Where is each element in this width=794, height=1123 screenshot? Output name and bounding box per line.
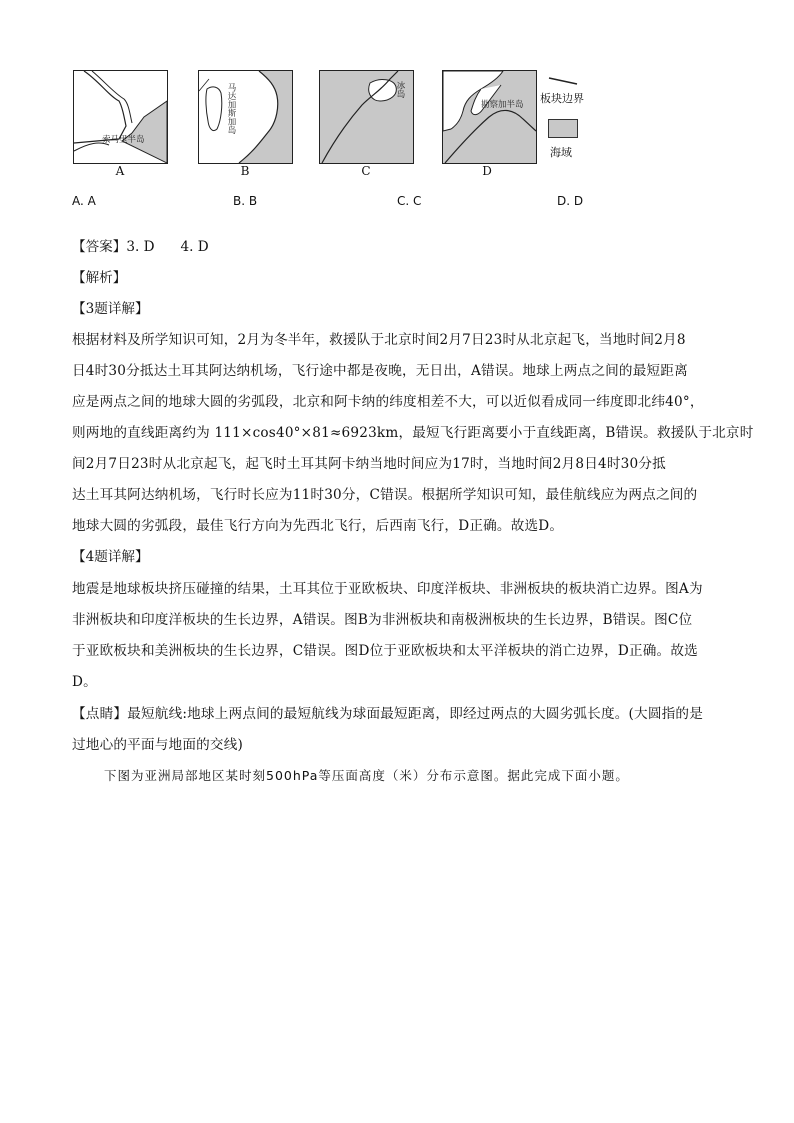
- map-c-letter: C: [361, 164, 371, 178]
- map-d-letter: D: [482, 164, 492, 178]
- comment-text-1: 最短航线:地球上两点间的最短航线为球面最短距离，即经过两点的大圆劣弧长度。(大圆指的是: [127, 706, 704, 722]
- q4-line-3: 于亚欧板块和美洲板块的生长边界，C错误。图D位于亚欧板块和太平洋板块的消亡边界，D正确。故选: [72, 643, 698, 659]
- comment-tag: 【点睛】: [72, 706, 128, 722]
- q3-line-3: 应是两点之间的地球大圆的劣弧段，北京和阿卡纳的纬度相差不大，可以近似看成同一纬度即北纬40°，: [72, 394, 704, 410]
- q4-line-2: 非洲板块和印度洋板块的生长边界，A错误。图B为非洲板块和南极洲板块的生长边界，B错误。图C位: [72, 612, 693, 628]
- map-c-label: 冰岛: [395, 81, 405, 98]
- q3-line-2: 日4时30分抵达土耳其阿达纳机场，飞行途中都是夜晚，无日出，A错误。地球上两点之间的最短距离: [72, 363, 688, 379]
- map-a-letter: A: [115, 164, 125, 178]
- option-b: B. B: [233, 194, 258, 208]
- q4-line-1: 地震是地球板块挤压碰撞的结果，土耳其位于亚欧板块、印度洋板块、非洲板块的板块消亡边界。图A为: [72, 581, 703, 597]
- option-c: C. C: [397, 194, 422, 208]
- q3-line-5: 间2月7日23时从北京起飞，起飞时土耳其阿卡纳当地时间应为17时，当地时间2月8日4时30分抵: [72, 456, 666, 472]
- answer-text: 3. D 4. D: [126, 239, 209, 255]
- map-d: [442, 70, 537, 164]
- q3-title: 【3题详解】: [72, 301, 149, 317]
- plate-boundary-legend-line: [548, 76, 578, 86]
- comment-line-1: [72, 702, 703, 722]
- plate-boundary-legend-label: 板块边界: [540, 92, 584, 105]
- q3-line-4: 则两地的直线距离约为 111×cos40°×81≈6923km，最短飞行距离要小于直线距离，B错误。救援队于北京时: [72, 425, 754, 441]
- map-d-label: 勘察加半岛: [481, 100, 524, 110]
- answer-tag: 【答案】: [72, 239, 127, 255]
- map-a: [73, 70, 168, 164]
- map-a-drawing: [74, 71, 167, 163]
- q4-line-4: D。: [72, 674, 97, 690]
- q3-line-7: 地球大圆的劣弧段，最佳飞行方向为先西北飞行，后西南飞行，D正确。故选D。: [72, 518, 564, 534]
- comment-line-2: 过地心的平面与地面的交线): [72, 737, 244, 753]
- map-c: [319, 70, 414, 164]
- map-b: [198, 70, 293, 164]
- analysis-tag: 【解析】: [72, 270, 127, 286]
- map-b-drawing: [199, 71, 292, 163]
- q3-line-1: 根据材料及所学知识可知，2月为冬半年，救援队于北京时间2月7日23时从北京起飞，当地时间2月8: [72, 332, 686, 348]
- next-figure-caption: 下图为亚洲局部地区某时刻500hPa等压面高度（米）分布示意图。据此完成下面小题。: [104, 768, 629, 783]
- answer-line: [72, 235, 209, 255]
- map-b-letter: B: [240, 164, 250, 178]
- map-d-drawing: [443, 71, 536, 163]
- option-a: A. A: [72, 194, 96, 208]
- option-d: D. D: [557, 194, 584, 208]
- sea-legend-label: 海域: [550, 146, 572, 159]
- map-a-label: 索马里半岛: [102, 135, 145, 145]
- q4-title: 【4题详解】: [72, 549, 149, 565]
- q3-line-6: 达土耳其阿达纳机场，飞行时长应为11时30分，C错误。根据所学知识可知，最佳航线应为两点之间的: [72, 487, 698, 503]
- map-c-drawing: [320, 71, 413, 163]
- sea-legend-swatch: [548, 119, 578, 138]
- map-b-label: 马达加斯加岛: [226, 83, 236, 134]
